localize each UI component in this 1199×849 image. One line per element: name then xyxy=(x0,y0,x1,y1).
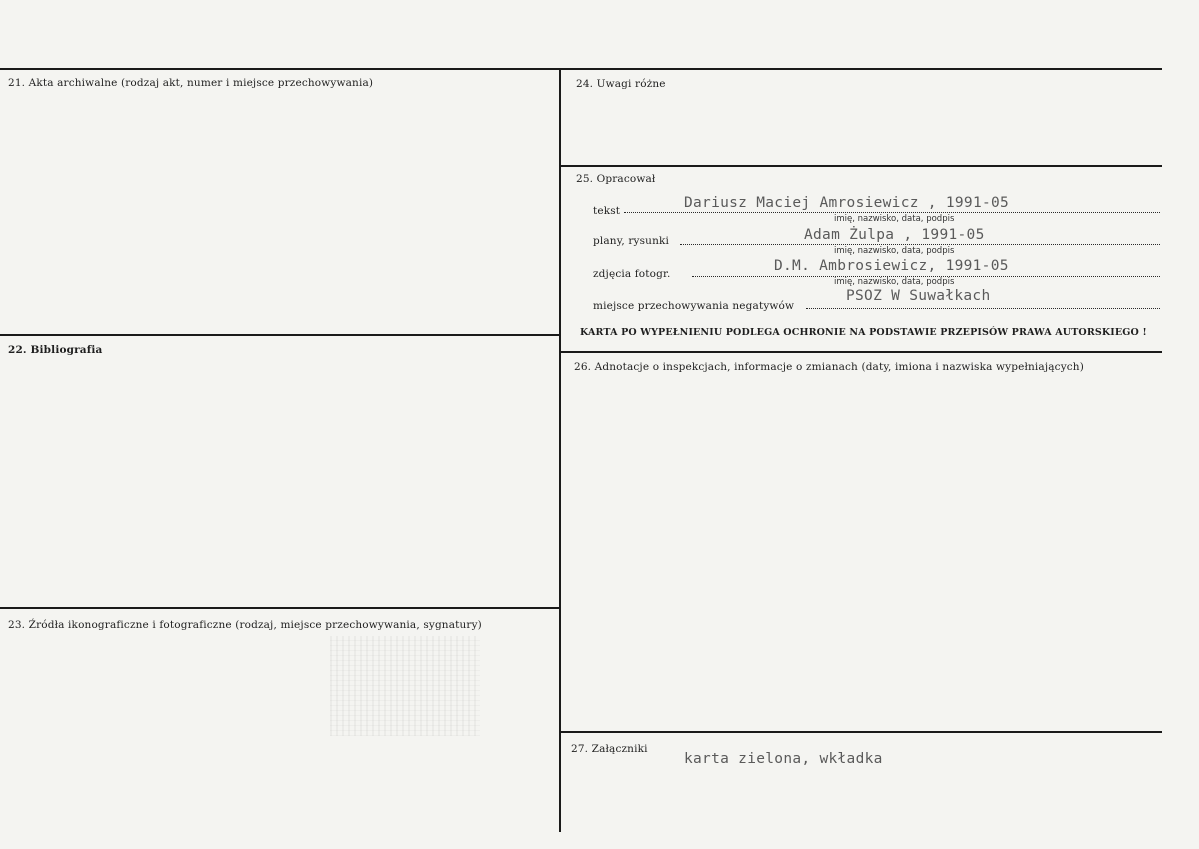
section-26-title: 26. Adnotacje o inspekcjach, informacje o zmianach (daty, imiona i nazwiska wypełniających) xyxy=(574,361,1084,373)
section-27-title: 27. Załączniki xyxy=(571,743,648,755)
right-rule-25 xyxy=(560,165,1162,167)
plany-label: plany, rysunki xyxy=(593,235,669,247)
left-rule-22 xyxy=(0,334,560,336)
section-25-title: 25. Opracował xyxy=(576,173,656,185)
section-23-title: 23. Źródła ikonograficzne i fotograficzne (rodzaj, miejsce przechowywania, sygnatury) xyxy=(8,619,482,631)
right-rule-27 xyxy=(560,731,1162,733)
negatywy-dotted-line xyxy=(806,308,1160,309)
tekst-caption: imię, nazwisko, data, podpis xyxy=(834,214,955,224)
section-22-title: 22. Bibliografia xyxy=(8,344,103,356)
tekst-dotted-line xyxy=(624,212,1160,213)
faded-stamp-mark xyxy=(330,636,480,736)
plany-caption: imię, nazwisko, data, podpis xyxy=(834,246,955,256)
tekst-value: Dariusz Maciej Amrosiewicz , 1991-05 xyxy=(684,195,1010,211)
section-21-title: 21. Akta archiwalne (rodzaj akt, numer i miejsce przechowywania) xyxy=(8,77,374,89)
attachments-value: karta zielona, wkładka xyxy=(684,751,883,767)
copyright-notice: KARTA PO WYPEŁNIENIU PODLEGA OCHRONIE NA PODSTAWIE PRZEPISÓW PRAWA AUTORSKIEGO ! xyxy=(580,327,1147,338)
center-divider xyxy=(559,68,561,832)
zdjecia-value: D.M. Ambrosiewicz, 1991-05 xyxy=(774,258,1009,274)
plany-value: Adam Żulpa , 1991-05 xyxy=(804,227,985,243)
left-rule-23 xyxy=(0,607,560,609)
right-rule-26 xyxy=(560,351,1162,353)
negatywy-value: PSOZ W Suwałkach xyxy=(846,288,991,304)
tekst-label: tekst xyxy=(593,205,621,217)
plany-dotted-line xyxy=(680,244,1160,245)
top-rule xyxy=(0,68,1162,70)
zdjecia-label: zdjęcia fotogr. xyxy=(593,268,671,280)
section-24-title: 24. Uwagi różne xyxy=(576,78,666,90)
negatywy-label: miejsce przechowywania negatywów xyxy=(593,300,795,312)
zdjecia-caption: imię, nazwisko, data, podpis xyxy=(834,277,955,287)
